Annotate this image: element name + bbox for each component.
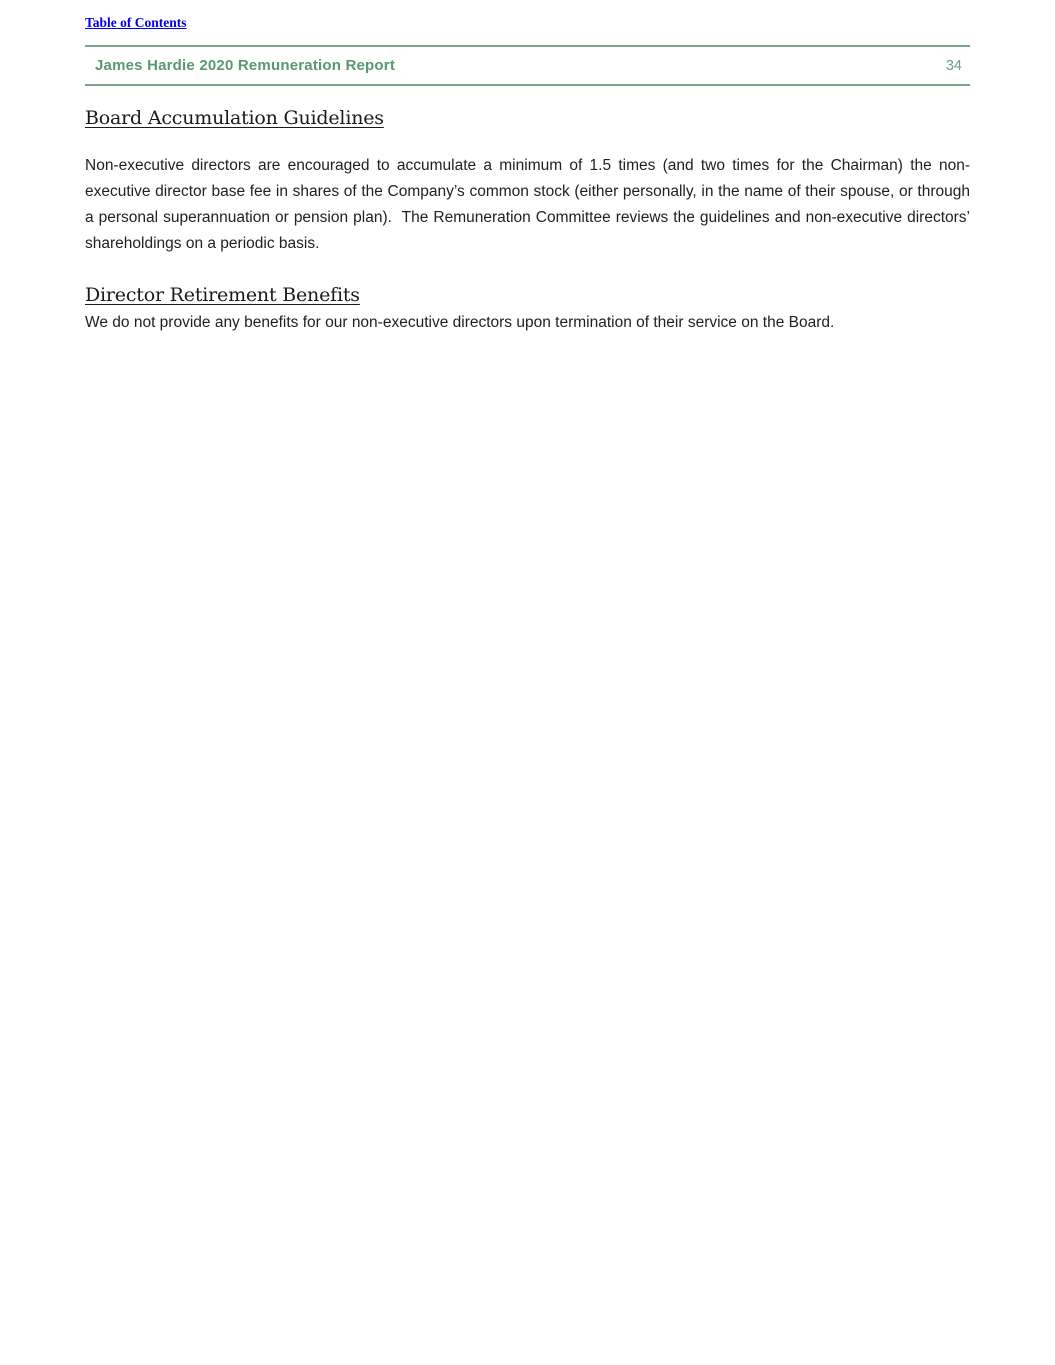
page-number: 34	[945, 57, 962, 74]
section-body: Non-executive directors are encouraged to accumulate a minimum of 1.5 times (and two times for the Chairman) the non-executive director base fee in shares of the Company’s common stock (either personally, in the name of their spouse, or through a personal superannuation or pension plan). The Remuneration Committee reviews the guidelines and non-executive directors’ shareholdings on a periodic basis.	[85, 157, 970, 252]
section-board-accumulation-guidelines	[85, 107, 970, 257]
report-header	[85, 47, 970, 84]
table-of-contents-link[interactable]: Table of Contents	[85, 15, 187, 30]
page-content	[0, 0, 1055, 336]
section-body: We do not provide any benefits for our non-executive directors upon termination of their service on the Board.	[85, 314, 835, 331]
section-heading: Director Retirement Benefits	[85, 284, 360, 306]
section-heading: Board Accumulation Guidelines	[85, 107, 384, 129]
section-director-retirement-benefits	[85, 284, 970, 336]
report-title: James Hardie 2020 Remuneration Report	[95, 57, 396, 74]
header-rule-bottom	[85, 84, 970, 86]
